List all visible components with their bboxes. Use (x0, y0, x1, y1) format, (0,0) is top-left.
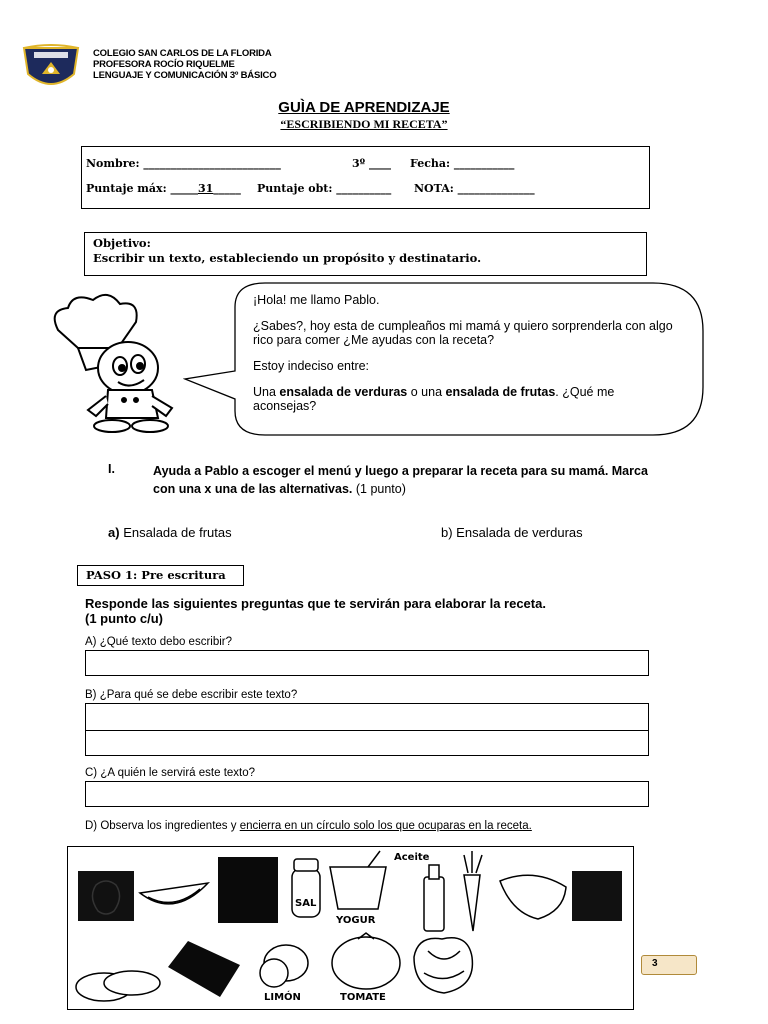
answer-b-divider (86, 730, 648, 731)
max-score-value: 31 (198, 182, 214, 195)
question-b: B) ¿Para qué se debe escribir este texto? (85, 689, 298, 701)
option-a-label: Ensalada de frutas (123, 525, 232, 540)
answer-b-box[interactable] (85, 703, 649, 756)
objective-box (84, 232, 647, 276)
respond-instruction (85, 596, 546, 626)
page-title: GUÌA DE APRENDIZAJE (278, 99, 450, 116)
section-instruction (153, 462, 653, 498)
grade-nota-field[interactable]: NOTA: ______________ (414, 182, 535, 195)
option-b[interactable]: b) Ensalada de verduras (441, 525, 583, 540)
bubble-question (253, 385, 673, 413)
max-score-tail: _____ (213, 182, 241, 195)
school-name: COLEGIO SAN CARLOS DE LA FLORIDA (93, 48, 272, 59)
question-a: A) ¿Qué texto debo escribir? (85, 636, 233, 648)
oil-label: Aceite (394, 852, 430, 863)
subject-name: LENGUAJE Y COMUNICACIÓN 3º BÁSICO (93, 70, 277, 81)
option-a[interactable] (108, 525, 232, 540)
school-header (93, 48, 276, 81)
section-points: (1 punto) (352, 482, 406, 496)
bubble-q-vegetables: ensalada de verduras (279, 385, 408, 399)
option-a-letter: a) (108, 525, 120, 540)
yogurt-label: YOGUR (336, 915, 376, 926)
respond-line: Responde las siguientes preguntas que te servirán para elaborar la receta. (85, 596, 546, 611)
answer-a-box[interactable] (85, 650, 649, 676)
grade-field[interactable]: 3º ____ (352, 157, 391, 170)
bubble-q-pre: Una (253, 385, 280, 399)
score-obtained-field[interactable]: Puntaje obt: __________ (257, 182, 392, 195)
bubble-birthday: ¿Sabes?, hoy esta de cumpleaños mi mamá y quiero sorprenderla con algo rico para comer ¿Me ayudas con la receta? (253, 319, 673, 347)
salt-label: SAL (295, 898, 317, 909)
question-d (85, 820, 532, 832)
bubble-undecided: Estoy indeciso entre: (253, 359, 370, 373)
step-1-label: PASO 1: Pre escritura (77, 565, 244, 586)
teacher-name: PROFESORA ROCÍO RIQUELME (93, 59, 235, 70)
page-number-badge: 3 (641, 955, 697, 975)
bubble-q-mid: o una (407, 385, 446, 399)
name-field[interactable]: Nombre: _________________________ (86, 157, 281, 170)
objective-text: Escribir un texto, estableciendo un propósito y destinatario. (93, 251, 482, 265)
answer-c-box[interactable] (85, 781, 649, 807)
tomato-label: TOMATE (340, 992, 386, 1003)
question-c: C) ¿A quién le servirá este texto? (85, 767, 256, 779)
chef-illustration (48, 290, 188, 435)
objective-label: Objetivo: (93, 236, 151, 250)
student-info-box (81, 146, 650, 209)
school-logo (20, 44, 82, 92)
respond-points: (1 punto c/u) (85, 611, 163, 626)
ingredients-panel (67, 846, 634, 1010)
lemon-label: LIMÓN (264, 992, 301, 1003)
bubble-q-fruits: ensalada de frutas (445, 385, 556, 399)
question-d-pre: D) Observa los ingredientes y (85, 820, 240, 832)
page-subtitle: “ESCRIBIENDO MI RECETA” (280, 117, 448, 131)
question-d-underlined: encierra en un círculo solo los que ocuparas en la receta. (239, 820, 532, 832)
speech-bubble (183, 281, 705, 437)
bubble-greeting: ¡Hola! me llamo Pablo. (253, 293, 380, 307)
section-number: I. (108, 462, 115, 476)
section-instruction-text: Ayuda a Pablo a escoger el menú y luego a preparar la receta para su mamá. Marca con una x una de las alternativas. (153, 464, 648, 496)
bubble-q-post: . ¿Qué me aconsejas? (253, 385, 615, 413)
max-score-label: Puntaje máx: _____ (86, 182, 198, 195)
date-field[interactable]: Fecha: ___________ (410, 157, 515, 170)
max-score-field (86, 182, 241, 195)
